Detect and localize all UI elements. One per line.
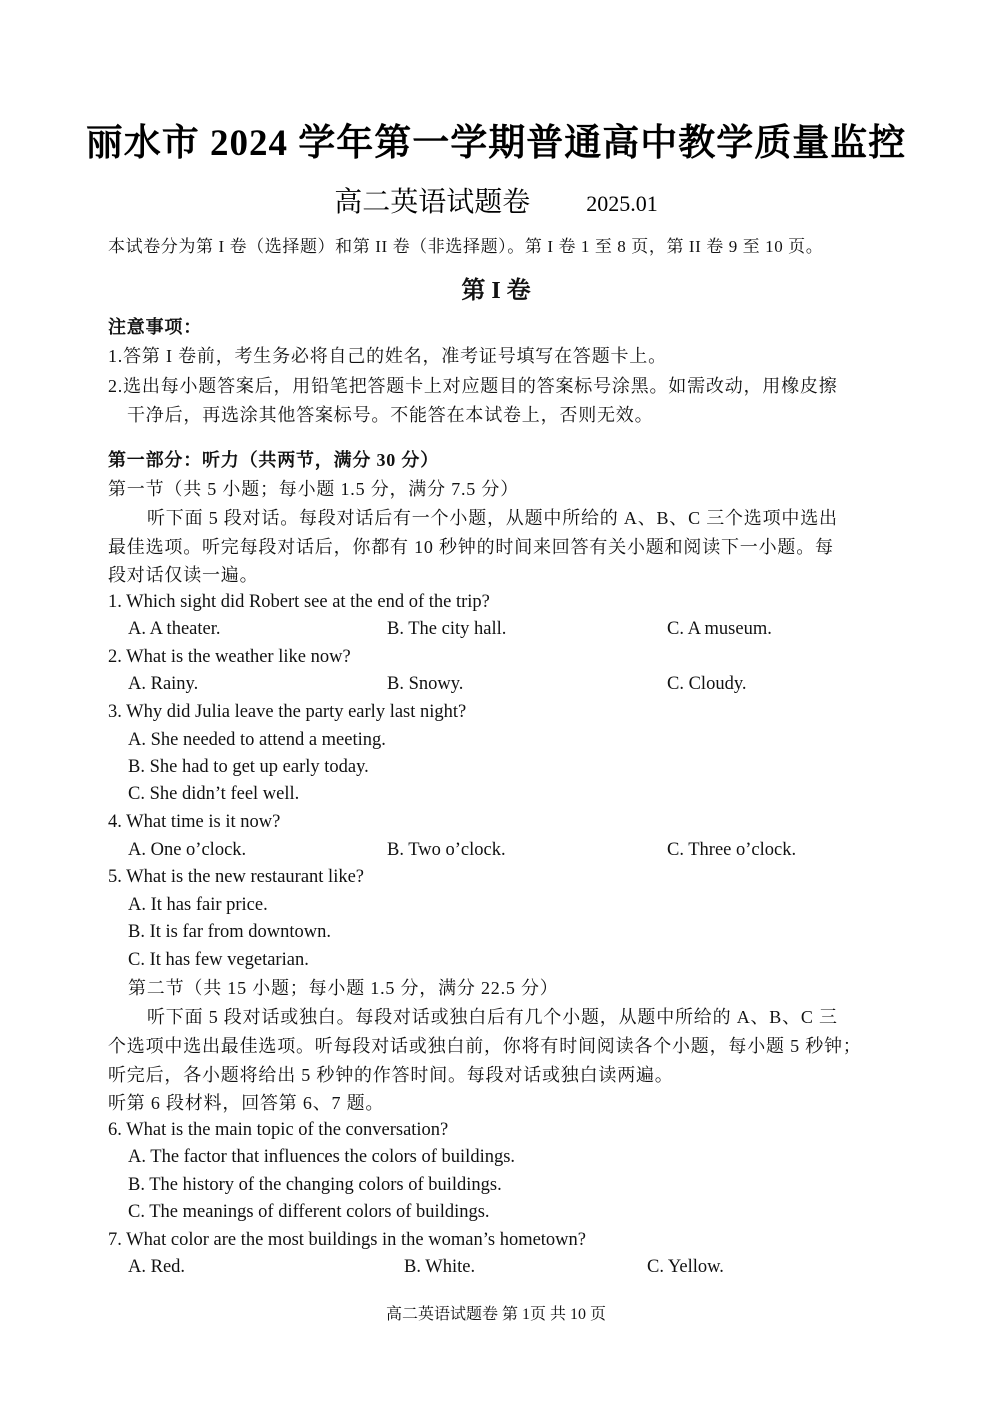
notes-item-2: 2.选出每小题答案后，用铅笔把答题卡上对应题目的答案标号涂黑。如需改动，用橡皮擦 xyxy=(108,376,838,396)
question-3-stem: 3. Why did Julia leave the party early last night? xyxy=(108,702,467,722)
question-2-option-b: B. Snowy. xyxy=(387,674,464,694)
question-4-option-b: B. Two o’clock. xyxy=(387,840,506,860)
question-5-stem: 5. What is the new restaurant like? xyxy=(108,867,365,887)
subject-name: 高二英语试题卷 xyxy=(334,187,531,218)
notes-item-1: 1.答第 I 卷前，考生务必将自己的姓名，准考证号填写在答题卡上。 xyxy=(108,346,667,366)
question-6-option-b: B. The history of the changing colors of buildings. xyxy=(128,1175,502,1195)
exam-title: 丽水市 2024 学年第一学期普通高中教学质量监控 xyxy=(85,123,907,164)
question-3-option-a: A. She needed to attend a meeting. xyxy=(128,730,386,750)
question-2-stem: 2. What is the weather like now? xyxy=(108,647,351,667)
section2-instructions-3: 听完后，各小题将给出 5 秒钟的作答时间。每段对话或独白读两遍。 xyxy=(108,1065,674,1085)
question-7-option-b: B. White. xyxy=(404,1257,476,1277)
question-1-option-c: C. A museum. xyxy=(667,619,772,639)
question-7-option-a: A. Red. xyxy=(128,1257,186,1277)
section1-instructions-1: 听下面 5 段对话。每段对话后有一个小题，从题中所给的 A、B、C 三个选项中选出 xyxy=(147,508,838,528)
question-5-option-c: C. It has few vegetarian. xyxy=(128,950,309,970)
exam-intro: 本试卷分为第 I 卷（选择题）和第 II 卷（非选择题）。第 I 卷 1 至 8 页，第 II 卷 9 至 10 页。 xyxy=(108,237,824,256)
question-7-option-c: C. Yellow. xyxy=(647,1257,724,1277)
section2-heading: 第二节（共 15 小题；每小题 1.5 分，满分 22.5 分） xyxy=(128,978,559,998)
question-6-option-a: A. The factor that influences the colors of buildings. xyxy=(128,1147,516,1167)
exam-subtitle xyxy=(0,180,992,220)
material-6-label: 听第 6 段材料，回答第 6、7 题。 xyxy=(108,1093,385,1113)
part1-heading: 第一部分：听力（共两节，满分 30 分） xyxy=(108,450,439,470)
question-6-stem: 6. What is the main topic of the conversation? xyxy=(108,1120,449,1140)
section1-heading: 第一节（共 5 小题；每小题 1.5 分，满分 7.5 分） xyxy=(108,479,519,499)
question-6-option-c: C. The meanings of different colors of buildings. xyxy=(128,1202,490,1222)
question-1-stem: 1. Which sight did Robert see at the end of the trip? xyxy=(108,592,490,612)
question-5-option-a: A. It has fair price. xyxy=(128,895,268,915)
question-5-option-b: B. It is far from downtown. xyxy=(128,922,331,942)
question-3-option-b: B. She had to get up early today. xyxy=(128,757,369,777)
notes-heading: 注意事项： xyxy=(108,317,202,337)
question-1-option-a: A. A theater. xyxy=(128,619,221,639)
question-7-stem: 7. What color are the most buildings in the woman’s hometown? xyxy=(108,1230,587,1250)
question-4-option-c: C. Three o’clock. xyxy=(667,840,797,860)
section1-instructions-3: 段对话仅读一遍。 xyxy=(108,565,259,585)
page-footer: 高二英语试题卷 第 1页 共 10 页 xyxy=(385,1306,606,1323)
question-2-option-c: C. Cloudy. xyxy=(667,674,747,694)
question-4-option-a: A. One o’clock. xyxy=(128,840,247,860)
question-4-stem: 4. What time is it now? xyxy=(108,812,281,832)
question-1-option-b: B. The city hall. xyxy=(387,619,507,639)
question-2-option-a: A. Rainy. xyxy=(128,674,199,694)
section2-instructions-1: 听下面 5 段对话或独白。每段对话或独白后有几个小题，从题中所给的 A、B、C 三 xyxy=(147,1007,838,1027)
section2-instructions-2: 个选项中选出最佳选项。听每段对话或独白前，你将有时间阅读各个小题，每小题 5 秒钟； xyxy=(108,1036,862,1056)
volume-heading: 第 I 卷 xyxy=(461,278,531,304)
notes-item-2-cont: 干净后，再选涂其他答案标号。不能答在本试卷上，否则无效。 xyxy=(127,405,654,425)
question-3-option-c: C. She didn’t feel well. xyxy=(128,784,300,804)
exam-date: 2025.01 xyxy=(586,191,658,216)
section1-instructions-2: 最佳选项。听完每段对话后，你都有 10 秒钟的时间来回答有关小题和阅读下一小题。每 xyxy=(108,537,834,557)
